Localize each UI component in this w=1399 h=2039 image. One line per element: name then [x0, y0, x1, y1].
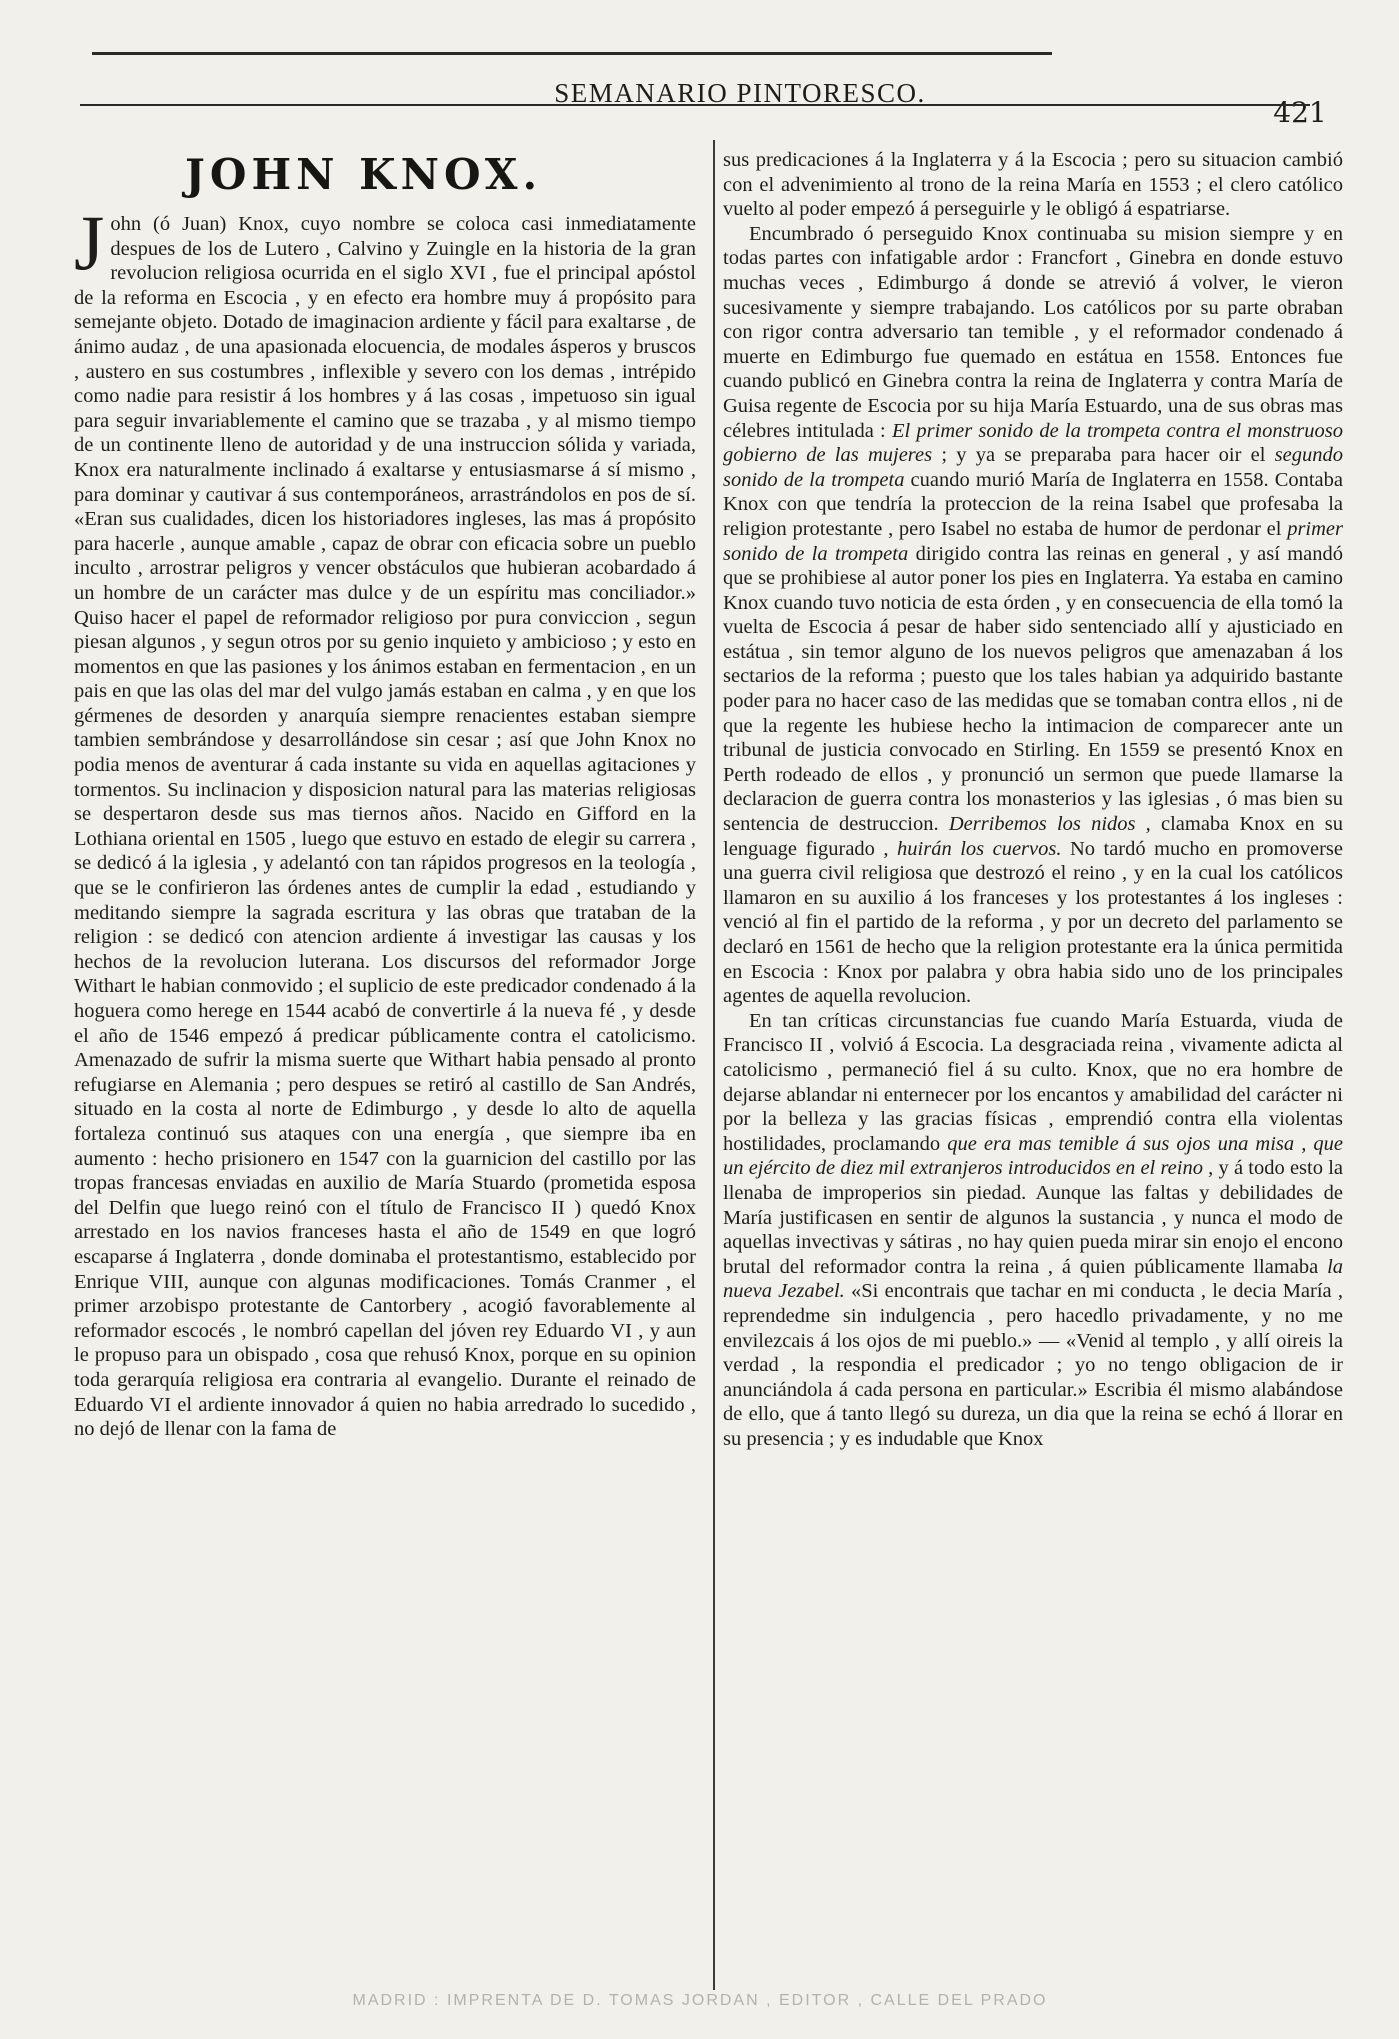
- right-paragraph-3-text-c: «Si encontrais que tachar en mi conducta , le decia María , reprendedme sin indulgencia , pero hacedlo privadamente, y no me envilezcais á los ojos de mi pueblo.» — «Venid al templo , y allí oireis la verdad , la respondia el predicador ; yo no tengo obligacion de ir anunciándola á cada persona en particular.» Escribia él mismo alabándose de ello, que á tanto llegó su dureza, un dia que la reina se echó á llorar en su presencia ; y es indudable que Knox: [723, 1280, 1344, 1450]
- top-rule: [92, 52, 1052, 55]
- quote-cuervos: huirán los cuervos.: [897, 837, 1062, 860]
- column-divider: [713, 140, 715, 1990]
- book-title-primer-sonido: El primer sonido de la trompeta contra el monstruoso gobierno de las mujeres: [723, 419, 1343, 467]
- right-paragraph-3-text-b: y á todo esto la llenaba de improperios sin piedad. Aunque las faltas y debilidades de María justificasen en sentir de algunos la sustancia , y nunca el modo de aquellas invectivas y sátiras , no hay quien pueda mirar sin enojo el encono brutal del reformador contra la reina , á quien públicamente llamaba: [723, 1157, 1343, 1278]
- bleed-through-imprint: MADRID : IMPRENTA DE D. TOMAS JORDAN , EDITOR , CALLE DEL PRADO: [352, 1992, 1048, 2009]
- right-paragraph-2-text-b: ; y ya se preparaba para hacer oir el: [941, 444, 1266, 467]
- quote-derribemos: Derribemos los nidos ,: [948, 813, 1151, 836]
- right-paragraph-2-text-c: cuando murió María de Inglaterra en 1558. Contaba Knox con que tendría la proteccion de la reina Isabel que profesaba la religion protestante , pero Isabel no estaba de humor de perdonar el: [723, 468, 1344, 540]
- right-paragraph-2-text-e: clamaba Knox en su lenguage figurado ,: [723, 813, 1344, 860]
- right-paragraph-2-text-f: No tardó mucho en promoverse una guerra civil religiosa que destrozó el reino , y en la cual los católicos llamaron en su auxilio á los franceses y los protestantes á los ingleses : venció al fin el partido de la reforma , y por un decreto del parlamento se declaró en 1561 de hecho que la religion protestante era la única permitida en Escocia : Knox por palabra y obra habia sido uno de los principales agentes de aquella revolucion.: [723, 837, 1343, 1008]
- right-column: [723, 148, 1343, 1451]
- running-head: SEMANARIO PINTORESCO.: [554, 78, 926, 108]
- right-paragraph-2-text-a: Encumbrado ó perseguido Knox continuaba su mision siempre y en todas partes con infatigable ardor : Francfort , Ginebra en donde estuvo muchas veces , Edimburgo á donde se atrevió á volver, le vieron sucesivamente y siempre trabajando. Los católicos por su parte obraban con rigor contra adversario tan temible , y el reformador condenado á muerte en Edimburgo fue quemado en estátua en 1558. Entonces fue cuando publicó en Ginebra contra la reina de Inglaterra y contra María de Guisa regente de Escocia por su hija María Estuardo, una de sus obras mas célebres intitulada :: [723, 222, 1343, 442]
- right-paragraph-3: [723, 1009, 1343, 1452]
- left-paragraph: [74, 199, 696, 1442]
- right-paragraph-1: [723, 148, 1343, 222]
- book-title-segundo-sonido: segundo sonido de la trompeta: [723, 444, 1343, 491]
- right-paragraph-3-text-a: En tan críticas circunstancias fue cuando María Estuarda, viuda de Francisco II , volvió á Escocia. La desgraciada reina , vivamente adicta al catolicismo , permaneció fiel á su culto. Knox, que no era hombre de dejarse ablandar ni enternecer por los encantos y amabilidad del carácter ni por la belleza y las gracias físicas , emprendió contra ella violentas hostilidades, proclamando: [723, 1009, 1343, 1155]
- right-paragraph-1-text: sus predicaciones á la Inglaterra y á la Escocia ; pero su situacion cambió con el advenimiento al trono de la reina María en 1553 ; el clero católico vuelto al poder empezó á perseguirle y le obligó á espatriarse.: [723, 149, 1343, 221]
- left-column: [74, 199, 696, 1442]
- quote-misa: que era mas temible á sus ojos una misa , que un ejército de diez mil extranjeros introducidos en el reino ,: [723, 1132, 1343, 1180]
- article-title: JOHN KNOX.: [185, 150, 543, 199]
- book-title-primer-sonido-short: primer sonido de la trompeta: [723, 517, 1343, 565]
- page-number: 421: [1273, 96, 1327, 129]
- drop-cap: J: [74, 199, 105, 286]
- left-paragraph-text: ohn (ó Juan) Knox, cuyo nombre se coloca casi inmediatamente despues de los de Lutero , Calvino y Zuingle en la historia de la gran revolucion religiosa ocurrida en el siglo XVI , fue el principal apóstol de la reforma en Escocia , y en efecto era hombre muy á propósito para semejante objeto. Dotado de imaginacion ardiente y fácil para exaltarse , de ánimo audaz , de una apasionada elocuencia, de modales ásperos y bruscos , austero en sus costumbres , inflexible y severo con los demas , intrépido como nadie para resistir á los hombres y á las cosas , impetuoso sin igual para seguir invariablemente el camino que se trazaba , y al mismo tiempo de un continente lleno de autoridad y de una instruccion sólida y variada, Knox era naturalmente inclinado á exaltarse y entusiasmarse á sí mismo , para dominar y cautivar á sus contemporáneos, arrastrándolos en pos de sí. «Eran sus cualidades, dicen los historiadores ingleses, las mas á propósito para hacerle , aunque amable , capaz de obrar con eficacia sobre un pueblo inculto , arrostrar peligros y vencer obstáculos que hubieran acobardado á un hombre de un carácter mas dulce y de un espíritu mas conciliador.» Quiso hacer el papel de reformador religioso por pura conviccion , segun piesan algunos , y segun otros por su genio inquieto y ambicioso ; y esto en momentos en que las pasiones y los ánimos estaban en fermentacion , en un pais en que las olas del mar del vulgo jamás estaban en calma , y en que los gérmenes de desorden y anarquía siempre renacientes estaban siempre tambien sembrándose y desarrollándose sin cesar ; así que John Knox no podia menos de aventurar á cada instante su vida en aquellas agitaciones y tormentos. Su inclinacion y disposicion natural para las materias religiosas se despertaron desde sus mas tiernos años. Nacido en Gifford en la Lothiana oriental en 1505 , luego que estuvo en estado de elegir su carrera , se dedicó á la iglesia , y adelantó con tan rápidos progresos en la teología , que se le confirieron las órdenes antes de cumplir la edad , estudiando y meditando siempre la sagrada escritura y las obras que trataban de la religion : se dedicó con atencion ardiente á investigar las causas y los hechos de la revolucion luterana. Los discursos del reformador Jorge Withart le habian conmovido ; el suplicio de este predicador condenado á la hoguera como herege en 1544 acabó de convertirle á la nueva fé , y desde el año de 1546 empezó á predicar públicamente contra el catolicismo. Amenazado de sufrir la misma suerte que Withart habia pensado al pronto refugiarse en Alemania ; pero despues se retiró al castillo de San Andrés, situado en la costa al norte de Edimburgo , y desde lo alto de aquella fortaleza continuó sus ataques con una energía , que siempre iba en aumento : hecho prisionero en 1547 con la guarnicion del castillo por las tropas francesas enviadas en auxilio de María Stuardo (prometida esposa del Delfin que luego reinó con el título de Francisco II ) quedó Knox arrestado en los navios franceses hasta el año de 1549 en que logró escaparse á Inglaterra , donde dominaba el protestantismo, establecido por Enrique VIII, aunque con algunas modificaciones. Tomás Cranmer , el primer arzobispo protestante de Cantorbery , acogió favorablemente al reformador escocés , le nombró capellan del jóven rey Eduardo VI , y aun le propuso para un obispado , cosa que rehusó Knox, porque en su opinion toda gerarquía religiosa era contraria al evangelio. Durante el reinado de Eduardo VI el ardiente innovador á quien no habia arredrado lo sucedido , no dejó de llenar con la fama de: [74, 213, 696, 1441]
- quote-jezabel: la nueva Jezabel.: [723, 1255, 1344, 1303]
- right-paragraph-2-text-d: dirigido contra las reinas en general , y así mandó que se prohibiese al autor poner los pies en Inglaterra. Ya estaba en camino Knox cuando tuvo noticia de esta órden , y en consecuencia de ella tomó la vuelta de Escocia á pesar de haber sido sentenciado allí y ajusticiado en estátua , sin temor alguno de los nuevos peligros que amenazaban á los sectarios de la reforma ; puesto que los tales habian ya adquirido bastante poder para no hacer caso de las medidas que se tomaban contra ellos , ni de que la regente les hubiese hecho la intimacion de comparecer ante un tribunal de justicia convocado en Stirling. En 1559 se presentó Knox en Perth rodeado de ellos , y pronunció un sermon que puede llamarse la declaracion de guerra contra los monasterios y las iglesias , ó mas bien su sentencia de destruccion.: [723, 542, 1344, 836]
- header-rule: [80, 104, 1310, 106]
- right-paragraph-2: [723, 222, 1343, 1009]
